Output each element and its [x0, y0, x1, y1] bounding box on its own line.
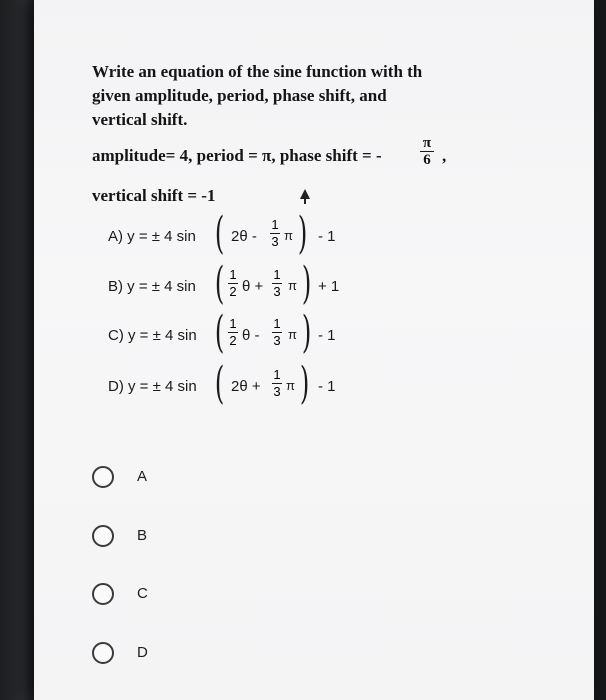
radio-choice-c[interactable] [92, 583, 114, 605]
question-line-2: given amplitude, period, phase shift, and [92, 86, 387, 105]
option-b-left-paren-icon: ( [214, 258, 225, 309]
option-b-mid: θ + [242, 278, 264, 295]
mouse-cursor-icon [300, 189, 310, 199]
option-b-pi: π [288, 278, 297, 293]
option-c-fraction-num: 1 [273, 316, 281, 331]
phase-shift-denominator: 6 [423, 152, 431, 168]
option-c-left-paren-icon: ( [214, 307, 225, 358]
option-b-tail: + 1 [318, 278, 340, 295]
question-line-3: vertical shift. [92, 110, 188, 129]
choice-label-d[interactable]: D [137, 644, 148, 661]
option-a-pi: π [284, 228, 293, 243]
option-b-fraction [272, 268, 282, 299]
option-c-coef-den: 2 [229, 333, 237, 348]
option-a-right-paren-icon: ) [297, 208, 308, 259]
option-a-tail: - 1 [318, 228, 336, 245]
option-b-fraction-num: 1 [273, 267, 281, 282]
option-d-fraction-num: 1 [273, 367, 281, 382]
option-d-pi: π [286, 378, 295, 393]
choice-label-c[interactable]: C [137, 585, 148, 602]
option-a-inner: 2θ - [231, 228, 257, 245]
parameters-line [92, 146, 382, 166]
parameters-comma: , [442, 146, 447, 165]
option-b-coef-den: 2 [229, 284, 237, 299]
radio-choice-b[interactable] [92, 525, 114, 547]
radio-choice-a[interactable] [92, 466, 114, 488]
question-line-1: Write an equation of the sine function with th [92, 62, 423, 81]
option-d-equation: D) y = ± 4 sin [108, 378, 197, 395]
phase-shift-fraction [420, 136, 434, 167]
option-c-right-paren-icon: ) [301, 307, 312, 358]
option-d-inner: 2θ + [231, 378, 261, 395]
option-a-left-paren-icon: ( [214, 208, 225, 259]
option-c-mid: θ - [242, 327, 260, 344]
option-b-fraction-den: 3 [273, 284, 281, 299]
option-c-pi: π [288, 327, 297, 342]
option-d-left-paren-icon: ( [214, 358, 225, 409]
option-a-fraction-num: 1 [271, 217, 279, 232]
option-d-fraction [272, 368, 282, 399]
option-b-right-paren-icon: ) [301, 258, 312, 309]
vertical-shift-line: vertical shift = -1 [92, 186, 216, 205]
option-c-equation: C) y = ± 4 sin [108, 327, 197, 344]
option-c-tail: - 1 [318, 327, 336, 344]
radio-choice-d[interactable] [92, 642, 114, 664]
option-a-fraction-den: 3 [271, 234, 279, 249]
option-c-coef-num: 1 [229, 316, 237, 331]
phase-shift-numerator: π [422, 135, 432, 151]
parameters-text: amplitude= 4, period = π, phase shift = - [92, 146, 382, 165]
option-c-coef-fraction [228, 317, 238, 348]
option-c-fraction-den: 3 [273, 333, 281, 348]
option-d-tail: - 1 [318, 378, 336, 395]
option-d-fraction-den: 3 [273, 384, 281, 399]
option-d-right-paren-icon: ) [299, 358, 310, 409]
option-a-fraction [270, 218, 280, 249]
option-c-fraction [272, 317, 282, 348]
option-b-equation: B) y = ± 4 sin [108, 278, 196, 295]
option-b-coef-fraction [228, 268, 238, 299]
choice-label-b[interactable]: B [137, 527, 148, 544]
option-b-coef-num: 1 [229, 267, 237, 282]
option-a-equation: A) y = ± 4 sin [108, 228, 196, 245]
choice-label-a[interactable]: A [137, 468, 148, 485]
